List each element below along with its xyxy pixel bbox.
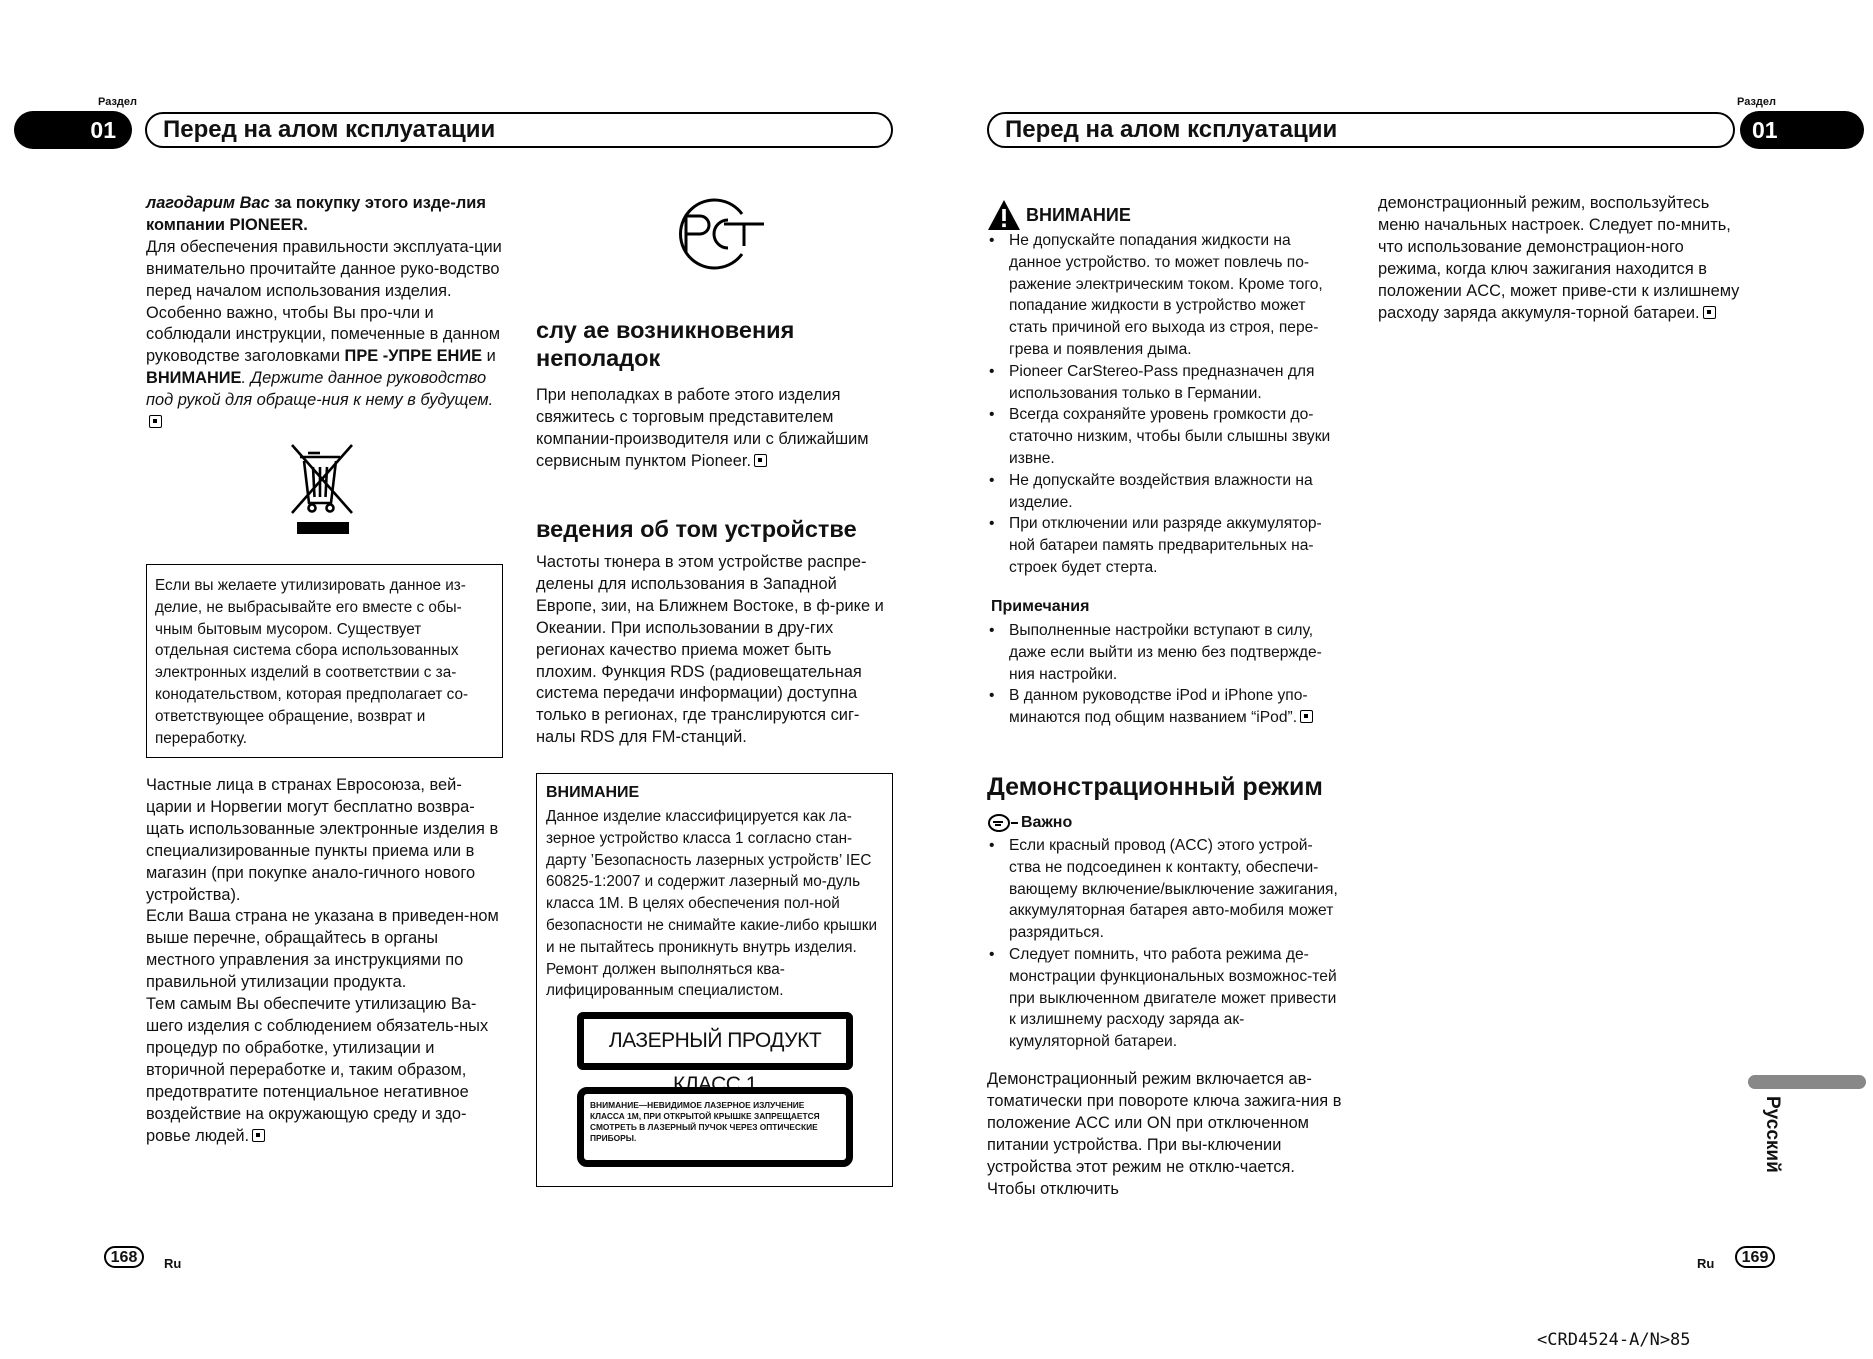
page-number-left: 168 (104, 1246, 144, 1268)
device-info-text: Частоты тюнера в этом устройстве распре-делены для использования в Западной Европе, зии, на Ближнем Востоке, в ф-рике и Океании. При использовании в дру-гих регионах качество приема может быть плохим. Функция RDS (радиовещательная система передачи информации) доступна только в регионах, где транслируются сиг-налы RDS для FM-станций. (536, 553, 884, 747)
warn-word-2: ВНИМАНИЕ (146, 369, 242, 388)
intro-text: Для обеспечения правильности эксплуата-ции внимательно прочитайте данное руко-водство перед началом использования изделия. Особенно важно, чтобы Вы про-чли и соблюдали инструкции, помеченные в данном руководстве заголовками (146, 237, 502, 366)
troubleshooting-heading: слу ае возникновения неполадок (536, 317, 795, 371)
laser-caution-title: ВНИМАНИЕ (546, 784, 640, 801)
warning-triangle-icon (987, 199, 1021, 231)
warning-item: • Всегда сохраняйте уровень громкости до-статочно низким, чтобы были слышны звуки извне. (987, 404, 1343, 469)
document-code: <CRD4524-A/N>85 (1537, 1330, 1691, 1350)
keep-text: . Держите данное руководство под рукой для обраще-ния к нему в будущем. (146, 369, 494, 410)
section-label-left: Раздел (98, 96, 137, 108)
note-item: • Выполненные настройки вступают в силу, даже если выйти из меню без подтвержде-ния настройки. (987, 620, 1343, 685)
section-number-left: 01 (14, 111, 132, 149)
lang-code-right: Ru (1697, 1256, 1715, 1271)
end-mark-icon (252, 1129, 265, 1142)
intro-block (146, 193, 504, 434)
device-info-block (536, 552, 896, 749)
demo-mode-continued-text: демонстрационный режим, воспользуйтесь меню начальных настроек. Следует по-мнить, что использование демонстрацион-ного режима, когда ключ зажигания находится в положении ACC, может приве-сти к излишнему расходу заряда аккумуля-торной батареи. (1378, 194, 1740, 322)
end-mark-icon (149, 415, 162, 428)
demo-mode-text: Демонстрационный режим включается ав-томатически при повороте ключа зажига-ния в положение ACC или ON при отключенном питании устройства. При вы-ключении устройства этот режим не отклю-чается. Чтобы отключить (987, 1070, 1342, 1198)
important-item: • Следует помнить, что работа режима де-монстрации функциональных возможнос-тей при выключенном двигателе может привести к излишнему расходу заряда ак-кумуляторной батареи. (987, 944, 1343, 1053)
language-tab-bar (1748, 1075, 1866, 1089)
warning-item: • Не допускайте попадания жидкости на данное устройство. то может повлечь по-ражение электрическим током. Кроме того, попадание жидкости в устройство может стать причиной его выхода из строя, пере-грева и появления дыма. (987, 230, 1343, 361)
weee-bin-icon (290, 443, 358, 535)
warning-title: ВНИМАНИЕ (1026, 205, 1131, 225)
language-tab-label: Русский (1762, 1096, 1783, 1173)
note-item: В данном руководстве iPod и iPhone упо-минаются под общим названием “iPod”. (1009, 687, 1308, 727)
demo-mode-block (987, 1069, 1343, 1200)
warning-item: • При отключении или разряде аккумулятор-ной батареи память предварительных на-строек будет стерта. (987, 513, 1343, 578)
troubleshooting-text: При неполадках в работе этого изделия свяжитесь с торговым представителем компании-производителя или с ближайшим сервисным пунктом Pioneer. (536, 386, 869, 470)
disposal-text: Если вы желаете утилизировать данное из-делие, не выбрасывайте его вместе с обы-чным бытовым мусором. Существует отдельная система сбора использованных электронных изделий в соответствии с за-конодательством, которая предполагает со-ответствующее обращение, возврат и переработку. (155, 577, 469, 747)
laser-class-label: ЛАЗЕРНЫЙ ПРОДУКТ КЛАСС 1 (577, 1012, 853, 1070)
important-item: • Если красный провод (ACC) этого устрой-ства не подсоединен к контакту, обеспечи-вающему включение/выключение зажигания, аккумуляторная батарея авто-мобиля может разрядиться. (987, 835, 1343, 944)
section-label-right: Раздел (1737, 96, 1776, 108)
intro-thanks-rest: за покупку этого изде-лия компании PIONEER. (146, 194, 486, 234)
disposal-info (146, 775, 504, 1147)
important-hand-icon (987, 813, 1019, 833)
disposal-para-2: Если Ваша страна не указана в приведен-ном выше перечне, обращайтесь в органы местного управления за инструкциями по правильной утилизации продукта. (146, 907, 499, 992)
disposal-para-1: Частные лица в странах Евросоюза, вей-царии и Норвегии могут бесплатно возвра-щать использованные электронные изделия в специализированные пункты приема или в магазин (при покупке анало-гичного нового устройства). (146, 776, 499, 904)
warning-item: • Не допускайте воздействия влажности на изделие. (987, 470, 1343, 514)
page-title-right: Перед на алом ксплуатации (987, 112, 1735, 148)
page-title-left: Перед на алом ксплуатации (145, 112, 893, 148)
section-number-right: 01 (1740, 111, 1864, 149)
laser-caution-text: Данное изделие классифицируется как ла-зерное устройство класса 1 согласно стан-дарту ’Безопасность лазерных устройств’ IEC 60825-1:2007 и содержит лазерный мо-дуль класса 1M. В целях обеспечения пол-ной безопасности не снимайте какие-либо крышки и не пытайтесь проникнуть внутрь изделия. Ремонт должен выполняться ква-лифицированным специалистом. (546, 808, 878, 1000)
warn-word-1: ПРЕ -УПРЕ ЕНИЕ (344, 347, 483, 366)
device-info-heading: ведения об том устройстве (536, 516, 857, 542)
laser-warning-label: ВНИМАНИЕ—НЕВИДИМОЕ ЛАЗЕРНОЕ ИЗЛУЧЕНИЕ КЛАССА 1M, ПРИ ОТКРЫТОЙ КРЫШКЕ ЗАПРЕЩАЕТСЯ СМОТРЕТЬ В ЛАЗЕРНЫЙ ПУЧОК ЧЕРЕЗ ОПТИЧЕСКИЕ ПРИБОРЫ. (577, 1087, 853, 1167)
important-label: Важно (1021, 814, 1073, 831)
and-word: и (482, 347, 496, 366)
warning-item: • Pioneer CarStereo-Pass предназначен для использования только в Германии. (987, 361, 1343, 405)
page-number-right: 169 (1735, 1246, 1775, 1268)
end-mark-icon (1703, 306, 1716, 319)
demo-mode-heading: Демонстрационный режим (987, 773, 1323, 801)
troubleshooting-block (536, 385, 896, 473)
pct-certification-logo (664, 196, 768, 272)
end-mark-icon (1300, 710, 1313, 723)
warning-list (987, 230, 1343, 579)
notes-list (987, 620, 1343, 729)
lang-code-left: Ru (164, 1256, 182, 1271)
demo-mode-continued (1378, 193, 1740, 324)
disposal-notice-box (146, 564, 503, 758)
end-mark-icon (754, 454, 767, 467)
disposal-para-3: Тем самым Вы обеспечите утилизацию Ва-шего изделия с соблюдением обязатель-ных процедур по обработке, утилизации и вторичной переработке и, таким образом, предотвратите потенциальное негативное воздействие на окружающую среду и здо-ровье людей. (146, 995, 489, 1145)
intro-thanks: лагодарим Вас (146, 194, 270, 212)
important-list (987, 835, 1343, 1053)
notes-title: Примечания (991, 598, 1090, 615)
laser-caution-box (536, 773, 893, 1187)
